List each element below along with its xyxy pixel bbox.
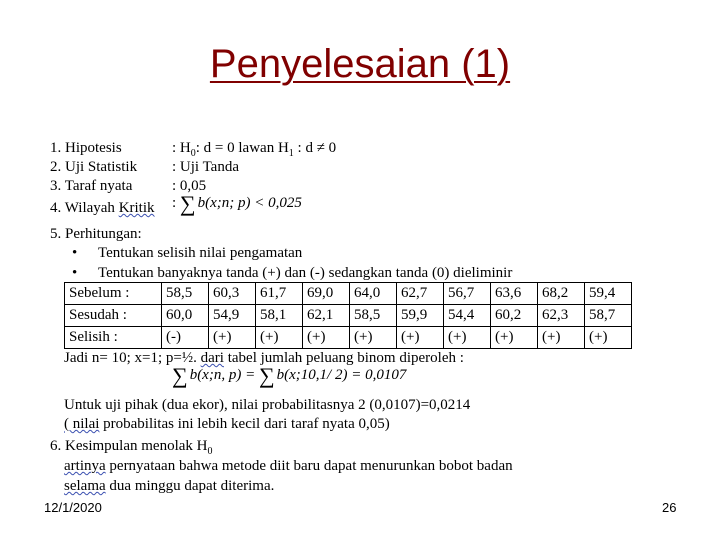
step2-label: 2. Uji Statistik [50,159,138,175]
table-cell: 60,0 [162,305,209,327]
h0-subscript: 0 [190,148,196,159]
conclusion-line1-a: 6. Kesimpulan menolak H [50,438,208,454]
conclusion-line3 [64,477,274,496]
critical-region-formula: b(x;n; p) < 0,025 [197,195,302,211]
step4-label-a: 4. Wilayah [50,200,119,216]
conclusion-line3-b: dua minggu dapat diterima. [105,478,275,494]
bullet-icon: • [72,245,78,261]
page-number: 26 [662,500,677,515]
table-cell: (+) [350,327,397,349]
summation-icon: ∑ [179,191,196,216]
table-cell: 62,1 [303,305,350,327]
table-row [65,305,632,327]
calc-line1-b: dari [200,350,224,366]
table-cell: 62,3 [538,305,585,327]
table-cell: 60,2 [491,305,538,327]
table-cell: (+) [256,327,303,349]
step5-label: 5. Perhitungan: [50,226,142,242]
row-header: Selisih : [65,327,162,349]
row-header: Sebelum : [65,283,162,305]
table-row [65,327,632,349]
step4-colon: : [172,195,177,211]
table-cell: 61,7 [256,283,303,305]
table-cell: 58,7 [585,305,632,327]
table-cell: 60,3 [209,283,256,305]
table-cell: (-) [162,327,209,349]
step3-value: : 0,05 [172,178,207,194]
table-cell: (+) [444,327,491,349]
bullet2-text: Tentukan banyaknya tanda (+) dan (-) sedangkan tanda (0) dieliminir [98,265,513,281]
table-cell: (+) [397,327,444,349]
hypothesis-h0: : H [172,140,191,156]
conclusion-line2 [64,457,513,476]
conclusion-line2-b: pernyataan bahwa metode diit baru dapat menurunkan bobot badan [105,458,513,474]
formula-right: b(x;10,1/ 2) = 0,0107 [276,367,407,383]
hypothesis-text: : d = 0 lawan H [195,140,289,156]
table-cell: 59,4 [585,283,632,305]
summation-icon: ∑ [258,363,275,388]
footer-date: 12/1/2020 [44,500,102,515]
table-cell: 69,0 [303,283,350,305]
table-cell: (+) [491,327,538,349]
calc-line1-c: tabel jumlah peluang binom diperoleh : [223,350,464,366]
step4-label [50,199,155,218]
table-cell: (+) [209,327,256,349]
table-row [65,283,632,305]
formula-left: b(x;n, p) = [189,367,259,383]
step4-value [172,191,302,216]
table-cell: 63,6 [491,283,538,305]
hypothesis-alt: : d ≠ 0 [293,140,337,156]
conclusion-line3-a: selama [64,478,106,494]
table-cell: (+) [538,327,585,349]
table-cell: 62,7 [397,283,444,305]
table-cell: (+) [303,327,350,349]
table-cell: 59,9 [397,305,444,327]
h1-subscript: 1 [288,148,294,159]
calc-line2: Untuk uji pihak (dua ekor), nilai probabilitasnya 2 (0,0107)=0,0214 [64,397,471,413]
step4-label-b: Kritik [118,200,155,216]
calc-line3 [64,415,390,434]
table-cell: 56,7 [444,283,491,305]
step2-value: : Uji Tanda [172,159,239,175]
table-cell: 54,9 [209,305,256,327]
bullet1-text: Tentukan selisih nilai pengamatan [98,245,303,261]
table-cell: 54,4 [444,305,491,327]
h0-subscript: 0 [207,446,213,457]
table-cell: (+) [585,327,632,349]
summation-icon: ∑ [172,363,188,388]
table-cell: 58,5 [350,305,397,327]
step3-label: 3. Taraf nyata [50,178,133,194]
row-header: Sesudah : [65,305,162,327]
probability-formula [172,363,407,388]
table-cell: 58,1 [256,305,303,327]
step1-label: 1. Hipotesis [50,140,122,156]
table-cell: 68,2 [538,283,585,305]
table-cell: 64,0 [350,283,397,305]
bullet-icon: • [72,265,78,281]
calc-line1-a: Jadi n= 10; x=1; p=½. [64,350,201,366]
slide-title: Penyelesaian (1) [209,42,511,86]
table-cell: 58,5 [162,283,209,305]
data-table [64,282,632,349]
calc-line3-b: probabilitas ini lebih kecil dari taraf nyata 0,05) [99,416,390,432]
conclusion-line2-a: artinya [64,458,106,474]
calc-line3-a: ( nilai [64,416,100,432]
